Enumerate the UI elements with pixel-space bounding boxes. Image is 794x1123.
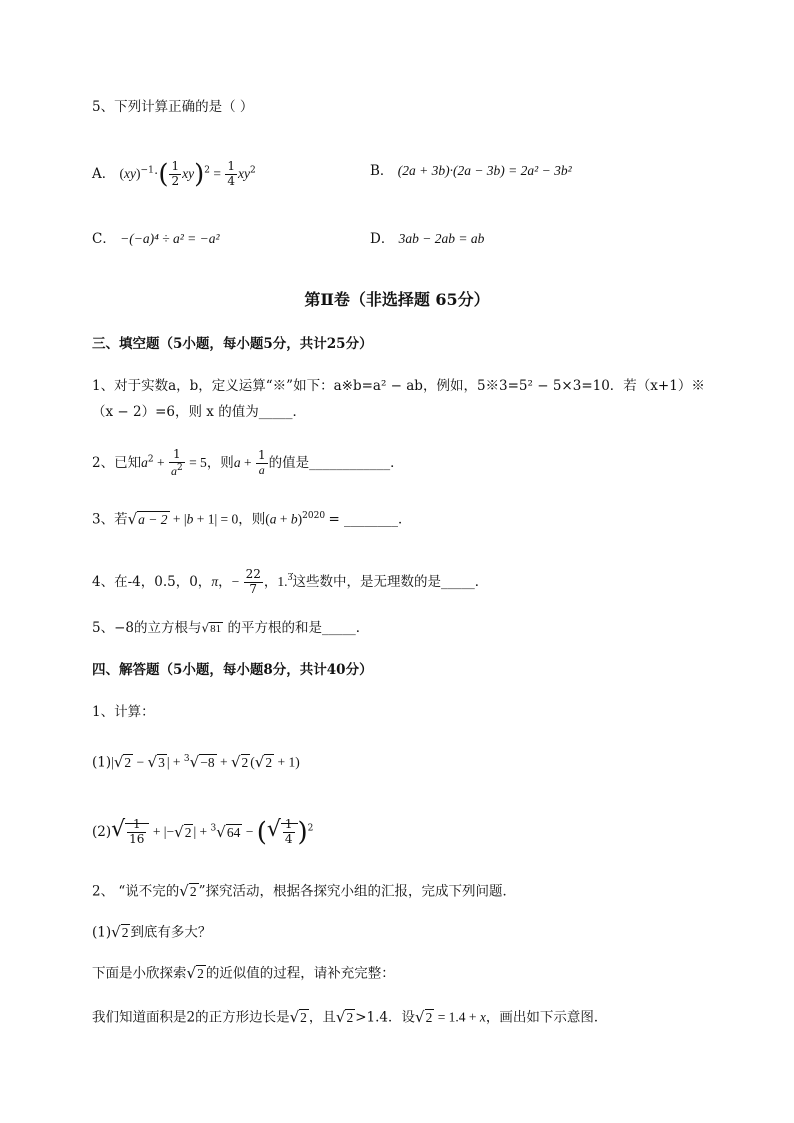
- solve-q2-line3: 下面是小欣探索√2 的近似值的过程，请补充完整：: [92, 964, 395, 982]
- option-d: [370, 232, 484, 247]
- solve-q2-line4: 我们知道面积是2的正方形边长是√2 ，且√2 >1.4．设√2 = 1.4 + x，画出如下示意图．: [92, 1008, 608, 1026]
- solve-q1-part2-label: (2): [92, 823, 112, 840]
- fill-q3-pre: 3、若: [92, 511, 128, 528]
- option-c-expr: −(−a)⁴ ÷ a² = −a²: [120, 231, 220, 246]
- fill-q4: 4、在-4，0.5，0，π，− $\frac{22}{7}$ ，1.$^{3̇}$这些数中，是无理数的是_____．: [92, 567, 489, 596]
- solve-q2-line3-pre: 下面是小欣探索: [92, 965, 187, 982]
- fill-q5-post: 的平方根的和是_____．: [223, 620, 370, 636]
- option-a: [92, 160, 256, 189]
- solve-q1-part2: (2)√ $\frac{1}{16}$ + |−√2 | + $^3$√64 − (√ $\frac{1}{4}$ )$^2$: [92, 816, 314, 848]
- part-2-title: 第Ⅱ卷（非选择题 65分）: [304, 290, 490, 309]
- option-a-expr: (xy)$^{-1}$·( $\frac{1}{2}$ xy)$^2$ = $\frac{1}{4}$ $xy^2$: [119, 159, 256, 190]
- solve-q2-line4-pre: 我们知道面积是2的正方形边长是: [92, 1009, 290, 1026]
- solve-q2-sub1: (1)√2 到底有多大？: [92, 923, 212, 941]
- solve-q1-label: 1、计算：: [92, 704, 155, 720]
- solve-q1-part1: (1)|√2 − √3 | + $^3$√−8 + √2 (√2 + 1): [92, 753, 300, 772]
- solve-q2-line4-post: ，画出如下示意图．: [485, 1009, 608, 1026]
- fill-q4-pre: 4、在-4，0.5，0，: [92, 573, 212, 590]
- option-c: [92, 232, 220, 247]
- fill-q2: 2、已知$a^2$ + $\frac{1}{a^2}$ = 5，则a + $\frac{1}{a}$ 的值是____________．: [92, 447, 404, 478]
- solve-q2-line4-mid2: >1.4．设: [355, 1009, 415, 1026]
- option-d-label: D．: [370, 231, 395, 247]
- solve-q2-sub1-post: 到底有多大？: [130, 924, 212, 941]
- solve-q2-line4-mid1: ，且: [308, 1009, 336, 1026]
- solve-q2-line3-post: 的近似值的过程，请补充完整：: [205, 965, 395, 982]
- fill-q5-pre: 5、−8的立方根与: [92, 620, 202, 636]
- option-b-label: B．: [370, 163, 394, 179]
- option-d-expr: 3ab − 2ab = ab: [398, 231, 485, 246]
- fill-q2-pre: 2、已知: [92, 454, 142, 471]
- solve-q2-line1-pre: 2、 “说不完的: [92, 883, 180, 900]
- fill-q3-post: = ________．: [328, 511, 412, 528]
- fill-q1-line1: 1、对于实数a，b，定义运算“※”如下：a※b=a² − ab，例如，5※3=5² − 5×3=10．若（x+1）※: [92, 378, 705, 394]
- fill-q1-line2: （x − 2）=6，则 x 的值为_____．: [92, 404, 306, 420]
- option-c-label: C．: [92, 231, 116, 247]
- section-4-heading: 四、解答题（5小题，每小题8分，共计40分）: [92, 662, 373, 678]
- fill-q4-post: 这些数中，是无理数的是_____．: [292, 573, 489, 590]
- fill-q5: 5、−8的立方根与√81 的平方根的和是_____．: [92, 620, 370, 636]
- option-b: [370, 164, 572, 179]
- solve-q2-line1-post: ”探究活动，根据各探究小组的汇报，完成下列问题．: [198, 883, 517, 900]
- solve-q2-sub1-pre: (1): [92, 924, 112, 941]
- solve-q1-part1-label: (1): [92, 754, 112, 771]
- fill-q3: 3、若√a − 2 + |b + 1| = 0，则$(a + b)^{2020}$ = ________．: [92, 510, 412, 529]
- fill-q2-mid: ，则: [206, 454, 234, 471]
- option-a-label: A．: [92, 165, 116, 182]
- option-b-expr: (2a + 3b)·(2a − 3b) = 2a² − 3b²: [397, 163, 572, 178]
- solve-q2-line1: 2、 “说不完的√2 ”探究活动，根据各探究小组的汇报，完成下列问题．: [92, 882, 517, 900]
- section-3-heading: 三、填空题（5小题，每小题5分，共计25分）: [92, 336, 373, 352]
- question-5-stem: 5、下列计算正确的是（ ）: [92, 99, 254, 115]
- fill-q2-post: 的值是____________．: [268, 454, 404, 471]
